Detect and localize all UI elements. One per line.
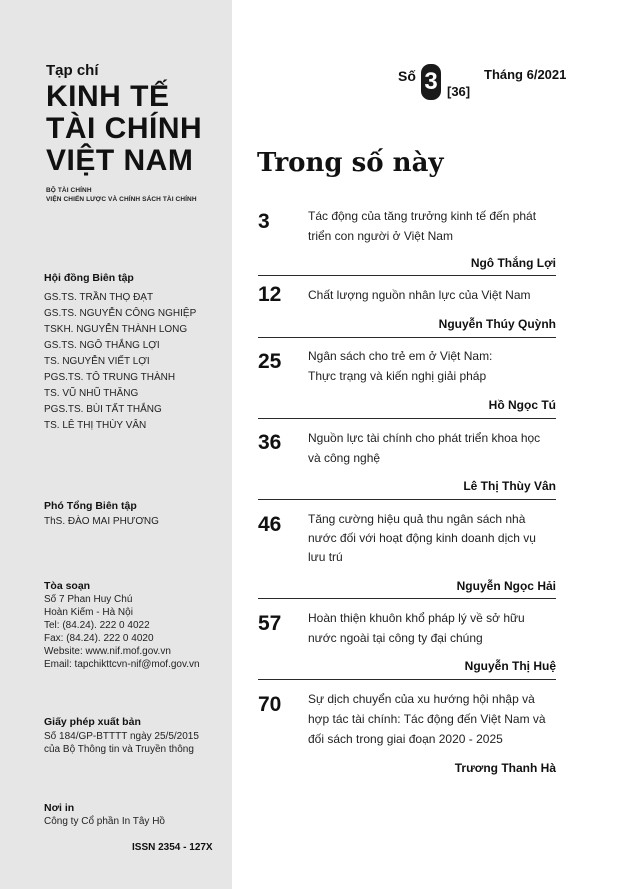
license-heading: Giấy phép xuất bản [44, 716, 141, 728]
toc-item-title[interactable]: nước đối với hoạt động kinh doanh dịch vụ [308, 531, 536, 545]
issue-date: Tháng 6/2021 [484, 67, 567, 82]
board-member: GS.TS. NGUYỄN CÔNG NGHIỆP [44, 308, 197, 319]
toc-divider [258, 499, 556, 500]
toc-page-number: 3 [258, 210, 270, 233]
printer-name: Công ty Cổ phần In Tây Hồ [44, 816, 165, 827]
office-heading: Tòa soạn [44, 580, 91, 592]
issue-cumulative: [36] [447, 84, 471, 99]
toc-divider [258, 418, 556, 419]
toc-page-number: 70 [258, 693, 282, 716]
journal-prefix: Tạp chí [46, 62, 99, 79]
office-address-line: Hoàn Kiếm - Hà Nội [44, 607, 133, 618]
toc-item-title[interactable]: Chất lượng nguồn nhân lực của Việt Nam [308, 288, 531, 302]
toc-item-author: Nguyễn Ngọc Hải [456, 579, 556, 593]
toc-item-title[interactable]: và công nghệ [308, 451, 381, 465]
toc-item-title[interactable]: triển con người ở Việt Nam [308, 229, 453, 243]
board-member: GS.TS. NGÔ THẮNG LỢI [44, 340, 160, 351]
toc-divider [258, 598, 556, 599]
toc-divider [258, 679, 556, 680]
toc-item-title[interactable]: Hoàn thiện khuôn khổ pháp lý về sở hữu [308, 611, 525, 625]
toc-page-number: 36 [258, 431, 282, 454]
toc-page-number: 46 [258, 513, 282, 536]
toc-item-title[interactable]: Thực trạng và kiến nghị giải pháp [308, 369, 487, 383]
office-fax: Fax: (84.24). 222 0 4020 [44, 633, 154, 644]
toc-item-author: Nguyễn Thúy Quỳnh [438, 317, 556, 331]
printer-heading: Nơi in [44, 802, 75, 814]
toc-item-author: Nguyễn Thị Huệ [464, 659, 556, 673]
toc-item-author: Trương Thanh Hà [454, 761, 556, 775]
publisher-line: BỘ TÀI CHÍNH [46, 187, 92, 194]
issue-label: Số [398, 68, 416, 84]
deputy-editor-name: ThS. ĐÀO MAI PHƯƠNG [44, 516, 159, 527]
toc-item-title[interactable]: nước ngoài tại công ty đại chúng [308, 631, 483, 645]
toc-item-title[interactable]: hợp tác tài chính: Tác động đến Việt Nam và [308, 712, 546, 726]
toc-page-number: 12 [258, 283, 282, 306]
board-member: TS. LÊ THỊ THÙY VÂN [44, 420, 147, 431]
toc-item-title[interactable]: lưu trú [308, 550, 343, 564]
office-tel: Tel: (84.24). 222 0 4022 [44, 620, 150, 631]
issn: ISSN 2354 - 127X [132, 842, 213, 853]
office-website: Website: www.nif.mof.gov.vn [44, 646, 171, 657]
board-member: PGS.TS. TÔ TRUNG THÀNH [44, 372, 176, 383]
license-line: Số 184/GP-BTTTT ngày 25/5/2015 [44, 731, 199, 742]
board-member: TSKH. NGUYỄN THÀNH LONG [44, 324, 188, 335]
board-member: TS. NGUYỄN VIẾT LỢI [44, 356, 150, 367]
toc-item-title[interactable]: Sự dịch chuyển của xu hướng hội nhập và [308, 692, 535, 706]
toc-divider [258, 275, 556, 276]
publisher-line: VIỆN CHIẾN LƯỢC VÀ CHÍNH SÁCH TÀI CHÍNH [46, 196, 197, 203]
toc-item-title[interactable]: Tác động của tăng trưởng kinh tế đến phát [308, 209, 537, 223]
journal-name-line: TÀI CHÍNH [46, 112, 203, 145]
toc-item-title[interactable]: Tăng cường hiệu quả thu ngân sách nhà [308, 512, 526, 526]
board-member: GS.TS. TRẦN THỌ ĐẠT [44, 292, 154, 303]
toc-item-author: Lê Thị Thùy Vân [463, 479, 556, 493]
toc-item-author: Hồ Ngọc Tú [488, 398, 556, 412]
toc-page-number: 57 [258, 612, 282, 635]
license-line: của Bộ Thông tin và Truyền thông [44, 744, 194, 755]
editorial-board-heading: Hội đồng Biên tập [44, 272, 134, 284]
toc-divider [258, 337, 556, 338]
deputy-editor-heading: Phó Tổng Biên tập [44, 500, 137, 512]
journal-name-line: VIỆT NAM [46, 144, 194, 177]
office-email: Email: tapchikttcvn-nif@mof.gov.vn [44, 659, 200, 670]
journal-name-line: KINH TẾ [46, 80, 170, 113]
toc-item-title[interactable]: Nguồn lực tài chính cho phát triển khoa học [308, 431, 541, 445]
issue-number-badge: 3 [421, 64, 441, 100]
toc-page-number: 25 [258, 350, 282, 373]
toc-title: Trong số này [257, 148, 444, 178]
toc-item-author: Ngô Thắng Lợi [470, 256, 556, 270]
toc-item-title[interactable]: Ngân sách cho trẻ em ở Việt Nam: [308, 349, 493, 363]
board-member: TS. VŨ NHŨ THĂNG [44, 388, 139, 399]
toc-item-title[interactable]: đối sách trong giai đoạn 2020 - 2025 [308, 732, 503, 746]
office-address-line: Số 7 Phan Huy Chú [44, 594, 133, 605]
board-member: PGS.TS. BÙI TẤT THẮNG [44, 404, 162, 415]
